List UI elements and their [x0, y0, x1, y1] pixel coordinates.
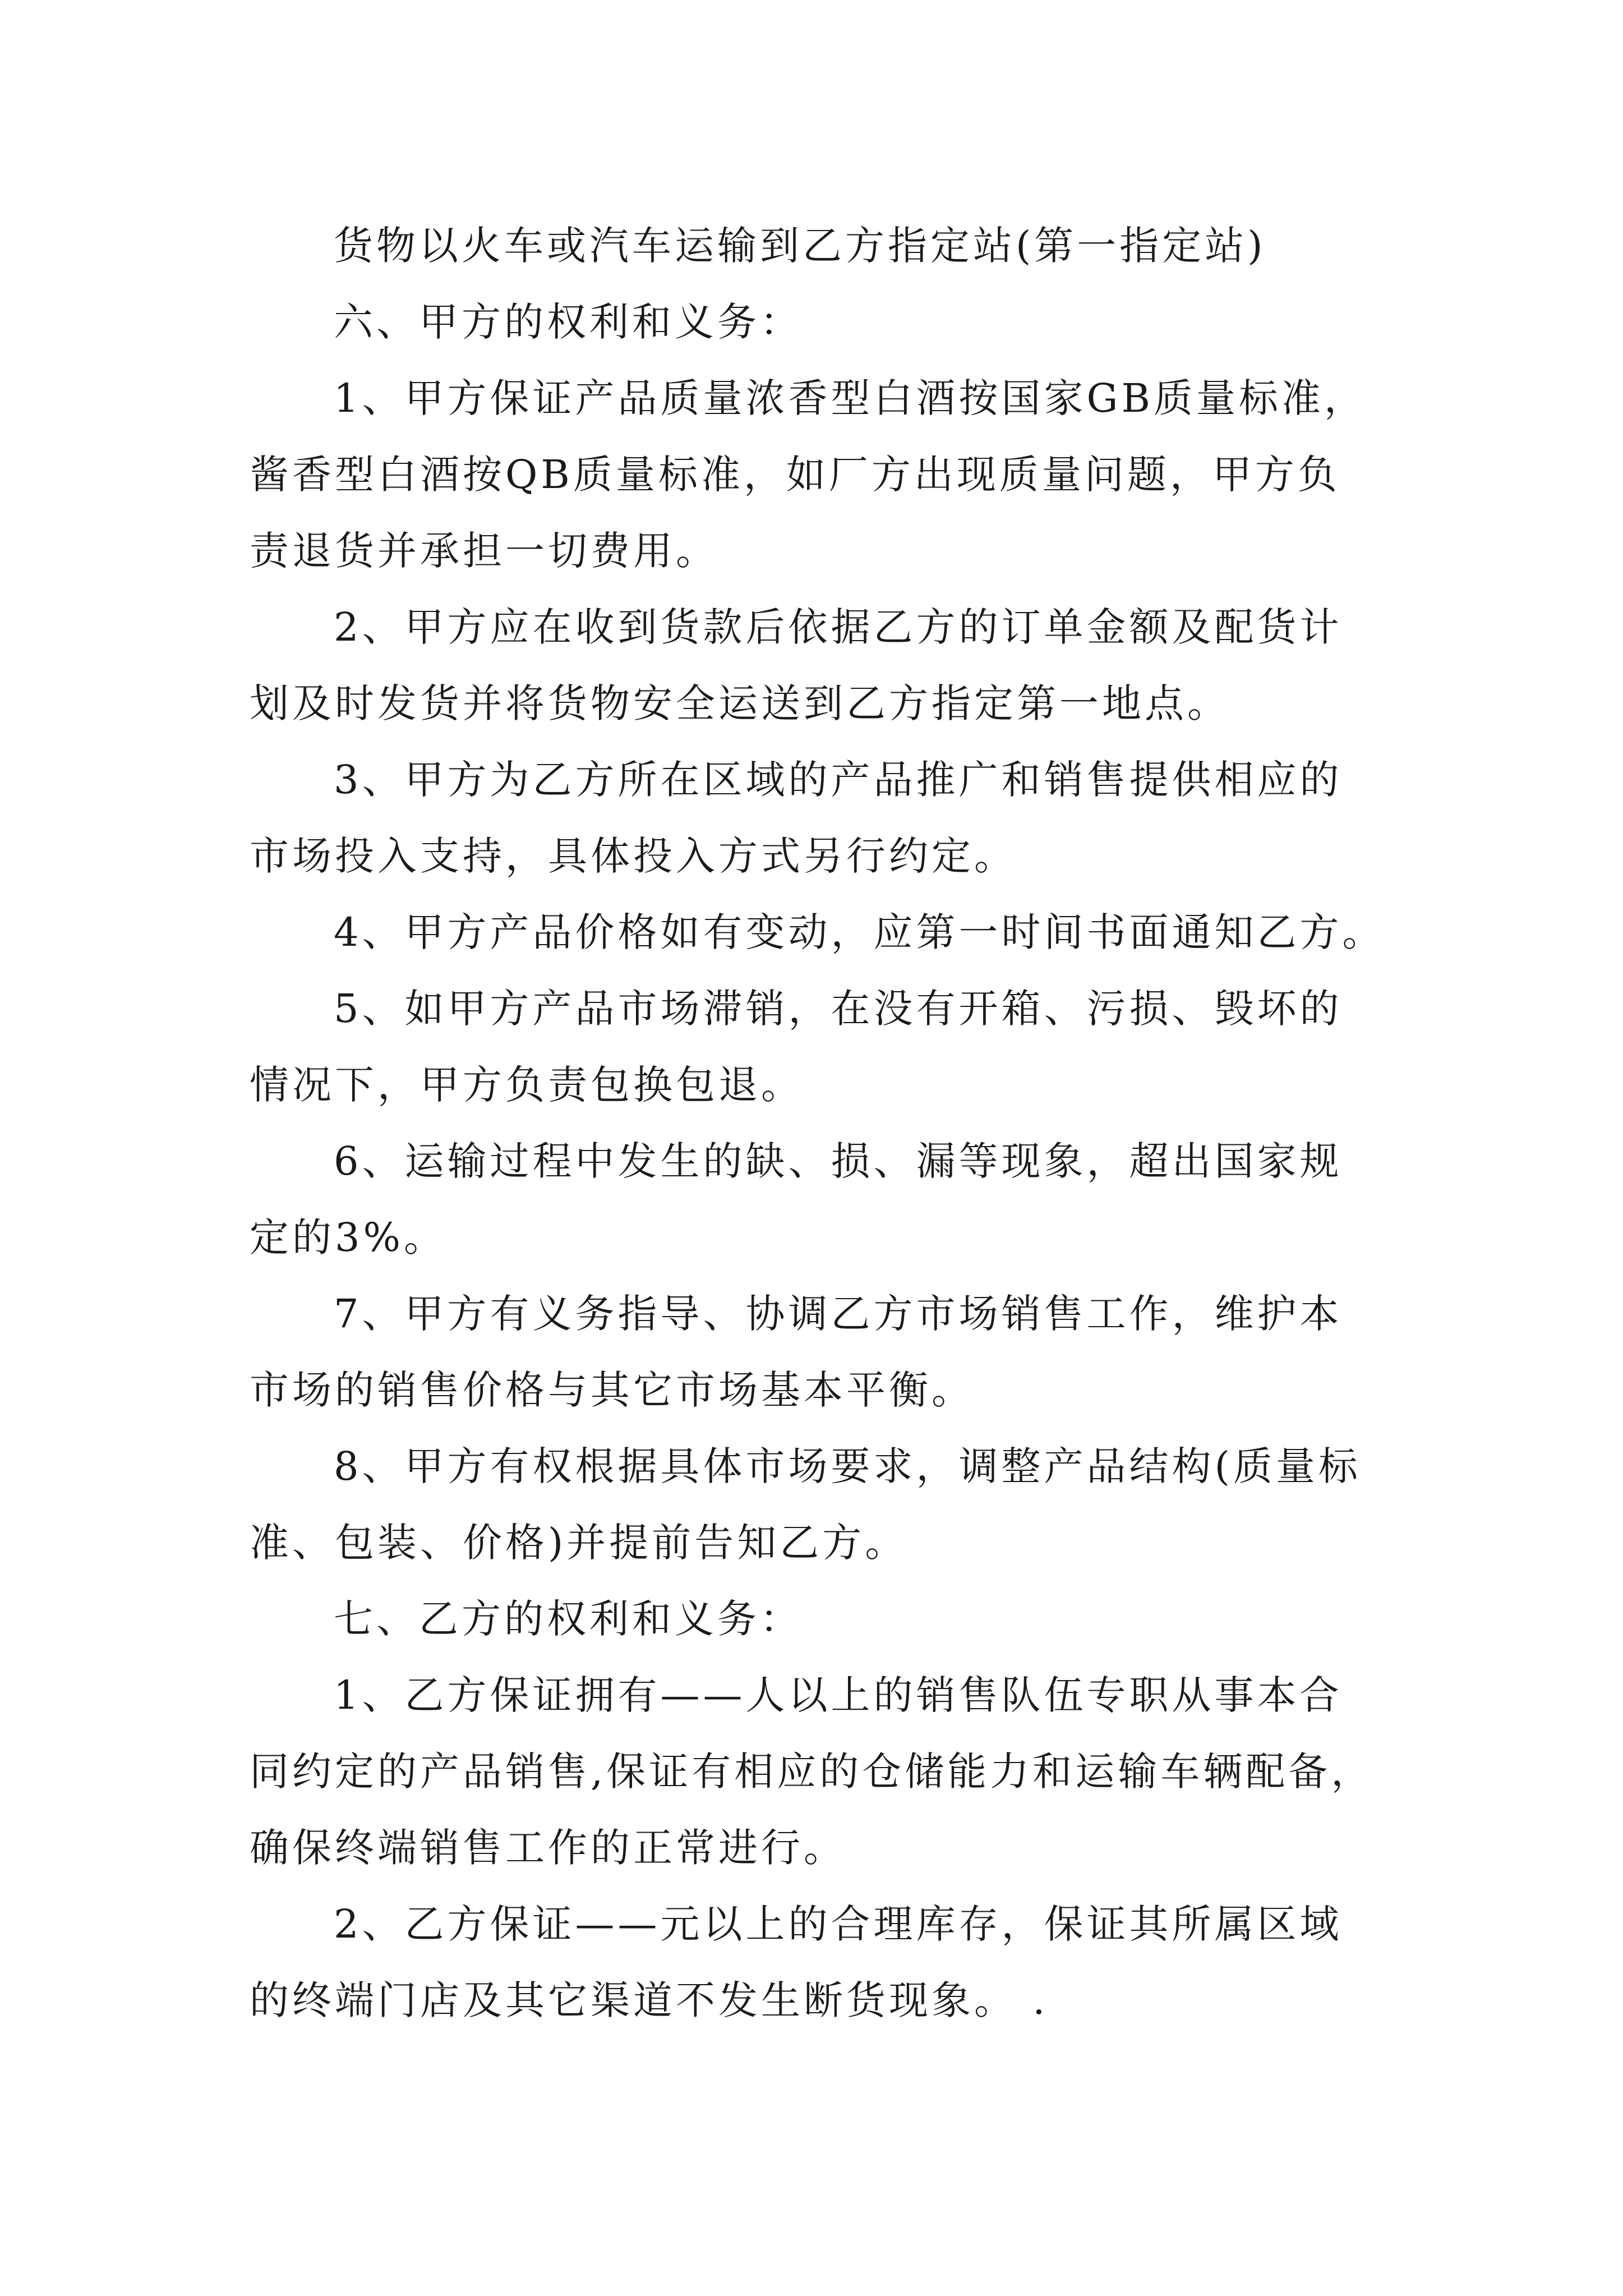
text-line: 5、如甲方产品市场滞销，在没有开箱、污损、毁坏的 [334, 986, 1343, 1032]
section-heading: 七、乙方的权利和义务： [334, 1596, 803, 1642]
text-line: 2、乙方保证——元以上的合理库存，保证其所属区域 [334, 1901, 1343, 1947]
text-line: 2、甲方应在收到货款后依据乙方的订单金额及配货计 [334, 604, 1343, 650]
text-line: 3、甲方为乙方所在区域的产品推广和销售提供相应的 [334, 757, 1343, 803]
document-body [250, 208, 1388, 2039]
text-line: 7、甲方有义务指导、协调乙方市场销售工作，维护本 [334, 1291, 1343, 1337]
text-line: 1、乙方保证拥有——人以上的销售队伍专职从事本合 [334, 1672, 1343, 1718]
text-line: 4、甲方产品价格如有变动，应第一时间书面通知乙方。 [334, 909, 1385, 955]
text-line: 市场的销售价格与其它市场基本平衡。 [250, 1367, 974, 1413]
text-line: 货物以火车或汽车运输到乙方指定站(第一指定站) [334, 223, 1266, 269]
text-line: 准、包装、价格)并提前告知乙方。 [250, 1520, 908, 1566]
text-line: 确保终端销售工作的正常进行。 [250, 1825, 846, 1871]
text-line: 责退货并承担一切费用。 [250, 528, 718, 574]
text-line: 6、运输过程中发生的缺、损、漏等现象，超出国家规 [334, 1138, 1343, 1184]
text-line: 8、甲方有权根据具体市场要求，调整产品结构(质量标 [334, 1443, 1361, 1489]
text-line: 划及时发货并将货物安全运送到乙方指定第一地点。 [250, 680, 1230, 726]
text-line: 酱香型白酒按QB质量标准，如厂方出现质量问题，甲方负 [250, 452, 1340, 498]
section-heading: 六、甲方的权利和义务： [334, 299, 803, 345]
text-line: 定的3%。 [250, 1214, 447, 1260]
text-line: 同约定的产品销售,保证有相应的仓储能力和运输车辆配备， [250, 1749, 1374, 1795]
text-line: 1、甲方保证产品质量浓香型白酒按国家GB质量标准， [334, 375, 1367, 421]
text-line: 市场投入支持，具体投入方式另行约定。 [250, 833, 1017, 879]
text-line: 的终端门店及其它渠道不发生断货现象。 . [250, 1977, 1049, 2023]
text-line: 情况下，甲方负责包换包退。 [250, 1062, 804, 1108]
